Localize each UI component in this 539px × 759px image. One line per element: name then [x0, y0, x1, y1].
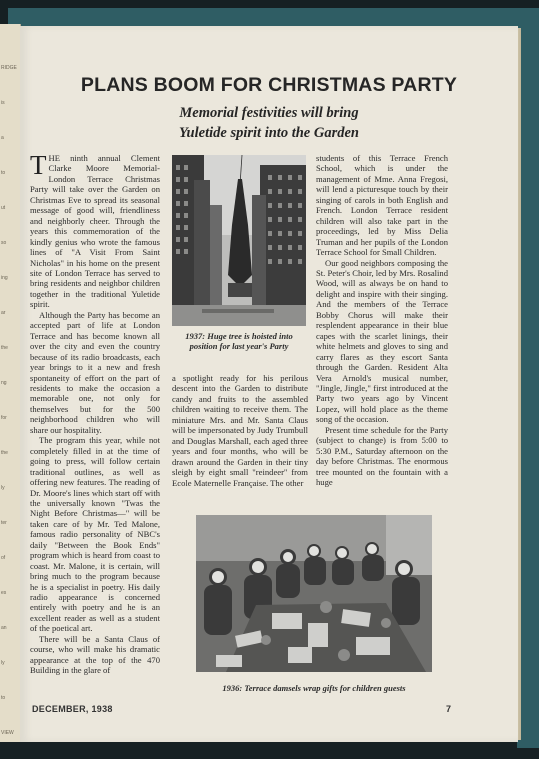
paragraph-3-3: Present time schedule for the Party (subject to change) is from 5:00 to 5:30 P.M., Saturday afternoon on the day before Christmas. The enormous tree mounted on the fountain with a huge — [316, 424, 448, 488]
prev-page-fragment: ing — [1, 275, 8, 281]
paragraph-1-4: There will be a Santa Claus of course, who will make his dramatic appearance at the top of the 470 Building in the glare of — [30, 633, 160, 676]
drop-cap: T — [30, 150, 47, 180]
prev-page-fragment: RIDGE — [1, 65, 17, 71]
prev-page-fragment: es — [1, 590, 7, 596]
paragraph-1-3: The program this year, while not completely filled in at the time of going to press, will follow certain traditional outlines, as well as offering new features. The reading of Dr. Moore's lines which start off with the universally known "Twas the Night Before Christmas—" will be taken care of by Mr. Ted Malone, famous radio personality of NBC's daily "Between the Book Ends" program which is heard from coast to coast. Mr. Malone, it is certain, will bring much to the program because he is a specialist in poetry. His daily radio appearance is concerned entirely with poetry and he is an excellent reader as well as a student of the poetical art. — [30, 435, 160, 634]
article-column-3 — [316, 153, 448, 488]
prev-page-fragment: a — [1, 135, 4, 141]
prev-page-fragment: the — [1, 345, 8, 351]
paragraph-1-1: THE ninth annual Clement Clarke Moore Memorial-London Terrace Christmas Party will take over the Garden on Christmas Eve to spread its seasonal message of good will, friendliness and neighborly cheer. Through the years this commemoration of the kindly genius who wrote the famous lines of "A Visit From Saint Nicholas" in his home on the present site of London Terrace has served to bring residents and neighbor children together in the traditional Yuletide spirit. — [30, 150, 160, 310]
prev-page-fragment: the — [1, 450, 8, 456]
paragraph-3-2: Our good neighbors composing the St. Peter's Choir, led by Mrs. Rosalind Wood, will as always be on hand to delight and inspire with their singing. And the members of the Terrace Bobby Chorus will make their resplendent appearance in their blue capes with the scarlet linings, their white helmets and gloves to sing and carry flares as they escort Santa through the Garden. Resident Alta Vera Arnold's musical number, "Jingle, Jingle," first introduced at the Party two years ago by Vincent Lopez, will hold place as the theme song of the occasion. — [316, 257, 448, 425]
prev-page-fragment: so — [1, 240, 7, 246]
previous-page-strip — [0, 24, 21, 742]
gift-wrapping-photo — [196, 515, 432, 672]
paragraph-1-2: Although the Party has become an accepted part of life at London Terrace and has become known all over the city and even the country because of its radio broadcasts, each year brings to it a new and fresh spontaneity of effort on the part of residents to make the occasion a memorable one, not only for themselves but for the 500 neighborhood children who will share our hospitality. — [30, 309, 160, 435]
article-column-1 — [30, 150, 160, 676]
subhead-line-2: Yuletide spirit into the Garden — [179, 125, 359, 141]
page-number: 7 — [446, 704, 452, 714]
article-column-2 — [172, 373, 308, 488]
footer-date: DECEMBER, 1938 — [32, 704, 113, 714]
prev-page-fragment: to — [1, 170, 6, 176]
prev-page-fragment: ut — [1, 205, 6, 211]
tree-photo — [172, 155, 306, 326]
prev-page-fragment: ly — [1, 660, 5, 666]
book-cover-top — [8, 8, 528, 26]
subhead-line-1: Memorial festivities will bring — [179, 105, 359, 121]
paragraph-2-1: a spotlight ready for his perilous descent into the Garden to distribute candy and fruits to the assembled children waiting to receive them. The miniature Mrs. and Mr. Santa Claus will be impersonated by Judy Trumbull and Douglas Marshall, each aged three years and four months, who will be drawn around the Garden in their tiny sleigh by eight small "reindeer" from Ecole Maternelle Française. The other — [172, 373, 308, 488]
prev-page-fragment: ar — [1, 310, 6, 316]
prev-page-fragment: is — [1, 100, 5, 106]
article-headline: PLANS BOOM FOR CHRISTMAS PARTY — [80, 74, 458, 96]
prev-page-fragment: ly — [1, 485, 5, 491]
article-subhead — [20, 103, 518, 143]
prev-page-fragment: ter — [1, 520, 7, 526]
gift-photo-caption: 1936: Terrace damsels wrap gifts for children guests — [222, 683, 406, 693]
prev-page-fragment: of — [1, 555, 6, 561]
prev-page-fragment: for — [1, 415, 7, 421]
prev-page-fragment: to — [1, 695, 6, 701]
prev-page-fragment: VIEW — [1, 730, 14, 736]
paragraph-3-1: students of this Terrace French School, which is under the management of Mme. Anna Fregosi, will lend a picturesque touch by their singing of carols in both English and French. London Terrace resident children will also take part in the proceedings, led by Miss Delia Truman and her pupils of the London Terrace School for Small Children. — [316, 153, 448, 258]
prev-page-fragment: an — [1, 625, 7, 631]
tree-photo-caption: 1937: Huge tree is hoisted into position for last year's Party — [185, 331, 293, 351]
magazine-page — [20, 26, 518, 742]
prev-page-fragment: ng — [1, 380, 7, 386]
